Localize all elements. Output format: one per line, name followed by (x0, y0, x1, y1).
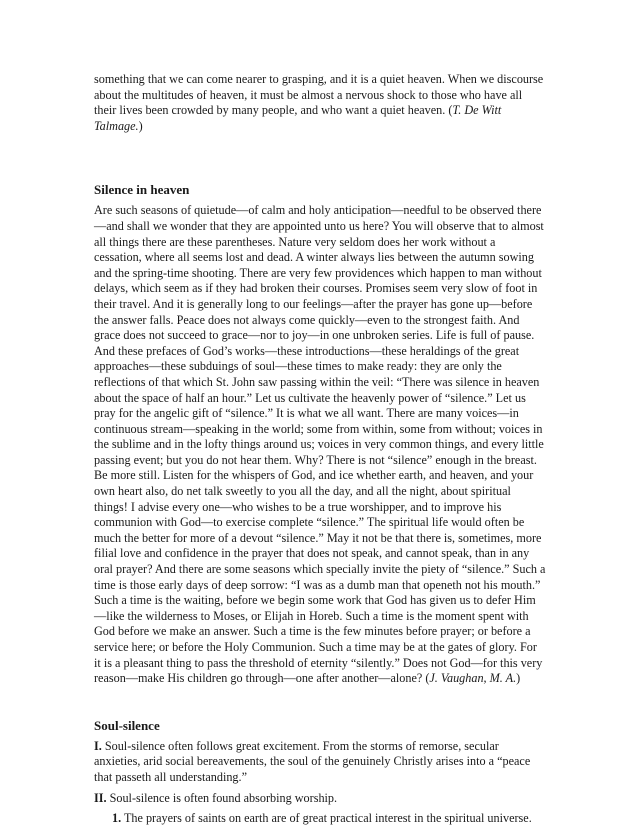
intro-paragraph (94, 72, 546, 134)
section-heading-soul-silence: Soul-silence (94, 717, 160, 733)
point-number: I. (94, 738, 102, 753)
silence-citation: J. Vaughan, M. A. (429, 671, 517, 686)
point-text: Soul-silence is often found absorbing worship. (106, 790, 338, 805)
intro-close: ) (138, 118, 143, 133)
intro-citation: T. De Witt Talmage. (94, 103, 502, 133)
document-page (94, 72, 546, 832)
section-heading-silence: Silence in heaven (94, 182, 190, 198)
soul-point-1 (94, 739, 546, 786)
soul-point-2 (94, 791, 546, 807)
silence-paragraph (94, 203, 546, 686)
point-number: II. (94, 790, 107, 805)
point-number: 1. (112, 811, 122, 826)
silence-close: ) (516, 671, 521, 686)
soul-subpoint-1 (94, 811, 546, 827)
point-text: The prayers of saints on earth are of great practical interest in the spiritual universe. (121, 811, 532, 826)
silence-text: Are such seasons of quietude—of calm and holy anticipation—needful to be observed there—and shall we wonder that they are appointed unto us here? You will observe that to almost all things there are these parentheses. Nature very seldom does her work without a cessation, where all seems lost and dead. A winter always lies between the autumn sowing and the spring-time shooting. There are very few providences which happen to man without delays, which seem as if they had broken their courses. Promises seem very slow of foot in their travel. And it is generally long to our feelings—after the prayer has gone up—before the answer falls. Peace does not always come quickly—even to the strongest faith. And grace does not succeed to grace—nor to joy—in one unbroken series. Life is full of pause. And these prefaces of God’s works—these introductions—these heraldings of the great approaches—these subduings of soul—these times to make ready: they are only the reflections of that which St. John saw passing within the veil: “There was silence in heaven about the space of half an hour.” Let us cultivate the heavenly power of “silence.” Let us pray for the angelic gift of “silence.” It is what we all want. There are many voices—in continuous stream—speaking in the world; some from within, some from without; voices in the sublime and in the lofty things around us; voices in very common things, and every little passing event; but you do not hear them. Why? There is not “silence” enough in the breast. Be more still. Listen for the whispers of God, and ice whether earth, and heaven, and your own heart also, do net talk sweetly to you all the day, and all the night, about spiritual things! I advise every one—who wishes to be a true worshipper, and to improve his communion with God—to exercise complete “silence.” The spiritual life would often be much the better for more of a devout “silence.” May it not be that there is, sometimes, more filial love and confidence in the prayer that does not speak, and cannot speak, than in any oral prayer? And there are some seasons which specially invite the piety of “silence.” Such a time is those early days of deep sorrow: “I was as a dumb man that openeth not his mouth.” Such a time is the waiting, before we begin some work that God has given us to defer Him—like the wilderness to Moses, or Elijah in Horeb. Such a time is the moment spent with God before we make an answer. Such a time is the few minutes before prayer; or before a service here; or before the Holy Communion. Such a time may be at the gates of glory. For it is a pleasant thing to pass the threshold of eternity “silently.” Does not God—for this very reason—make His children go through—one after another—alone? ( (94, 203, 546, 686)
point-text: Soul-silence often follows great excitement. From the storms of remorse, secular anxieties, arid social bereavements, the soul of the genuinely Christly arises into a “peace that passeth all understanding.” (94, 738, 531, 784)
intro-text: something that we can come nearer to grasping, and it is a quiet heaven. When we discourse about the multitudes of heaven, it must be almost a nervous shock to those who have all their lives been crowded by many people, and who want a quiet heaven. ( (94, 72, 544, 118)
